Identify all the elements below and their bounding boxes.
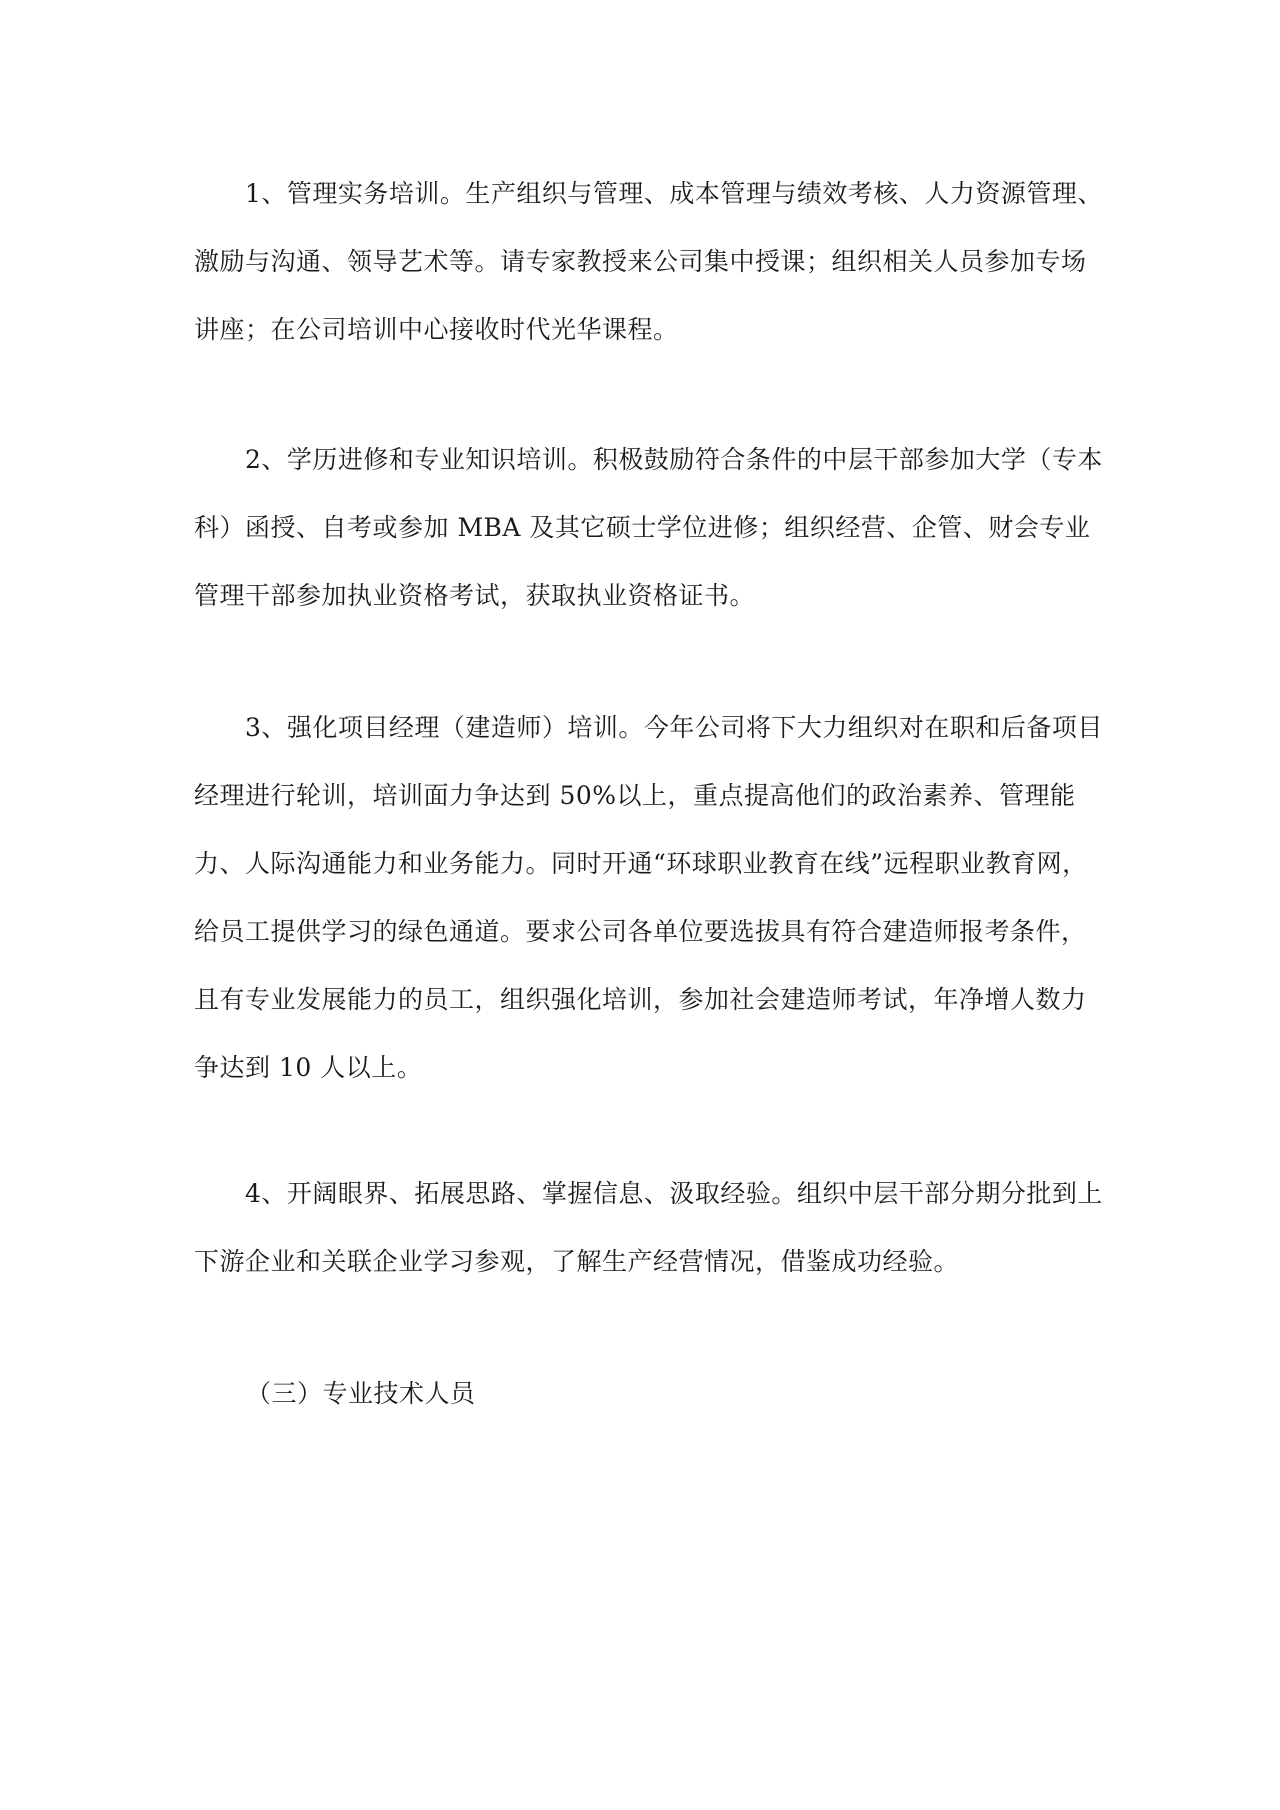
paragraph-line: 讲座；在公司培训中心接收时代光华课程。 — [194, 315, 679, 344]
paragraph-line: 下游企业和关联企业学习参观，了解生产经营情况，借鉴成功经验。 — [194, 1247, 960, 1276]
paragraph-management-training — [194, 160, 1103, 364]
paragraph-line: 争达到 10 人以上。 — [194, 1053, 423, 1082]
paragraph-line: 给员工提供学习的绿色通道。要求公司各单位要选拔具有符合建造师报考条件， — [194, 917, 1087, 946]
paragraph-line: 2、学历进修和专业知识培训。积极鼓励符合条件的中层干部参加大学（专本 — [194, 445, 1103, 474]
paragraph-line: 激励与沟通、领导艺术等。请专家教授来公司集中授课；组织相关人员参加专场 — [194, 247, 1087, 276]
paragraph-education-training — [194, 426, 1103, 630]
paragraph-line: 1、管理实务培训。生产组织与管理、成本管理与绩效考核、人力资源管理、 — [194, 179, 1103, 208]
section-heading: （三）专业技术人员 — [246, 1379, 476, 1408]
paragraph-line: 管理干部参加执业资格考试，获取执业资格证书。 — [194, 581, 756, 610]
paragraph-project-manager-training — [194, 694, 1103, 1102]
paragraph-line: 科）函授、自考或参加 MBA 及其它硕士学位进修；组织经营、企管、财会专业 — [194, 513, 1091, 542]
paragraph-line: 力、人际沟通能力和业务能力。同时开通“环球职业教育在线”远程职业教育网， — [194, 849, 1088, 878]
paragraph-line: 经理进行轮训，培训面力争达到 50%以上，重点提高他们的政治素养、管理能 — [194, 781, 1076, 810]
paragraph-line: 3、强化项目经理（建造师）培训。今年公司将下大力组织对在职和后备项目 — [194, 713, 1103, 742]
paragraph-line: 4、开阔眼界、拓展思路、掌握信息、汲取经验。组织中层干部分期分批到上 — [194, 1179, 1103, 1208]
paragraph-broaden-horizons — [194, 1160, 1103, 1296]
paragraph-line: 且有专业发展能力的员工，组织强化培训，参加社会建造师考试，年净增人数力 — [194, 985, 1087, 1014]
